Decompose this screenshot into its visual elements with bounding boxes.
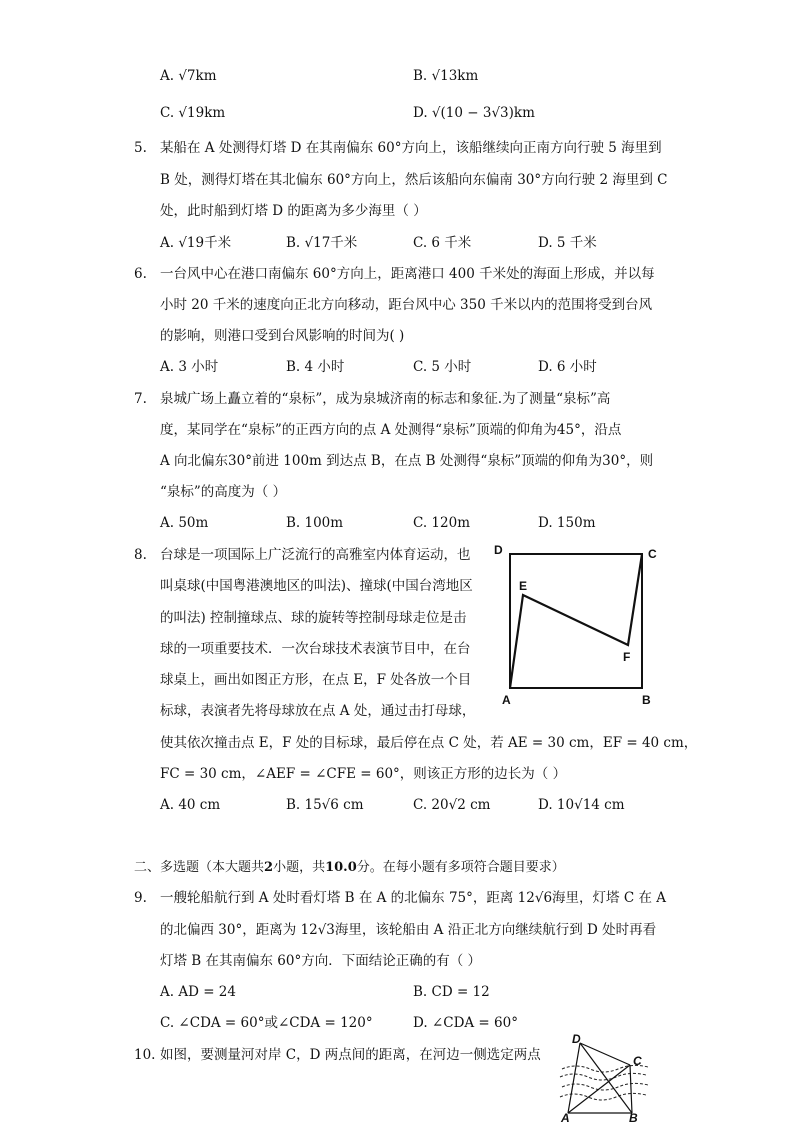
q5-option-a: A. √19千米: [160, 235, 232, 251]
q4-option-b: B. √13km: [413, 68, 479, 84]
q9-line-1: 一艘轮船航行到 A 处时看灯塔 B 在 A 的北偏东 75°，距离 12√6海里，灯塔 C 在 A: [160, 890, 666, 906]
ball-path-a-e-f-c: [510, 554, 642, 688]
q4-option-a: A. √7km: [160, 68, 217, 84]
label-d: D: [494, 543, 503, 557]
q8-option-c: C. 20√2 cm: [413, 797, 491, 813]
q7-number: 7.: [134, 391, 147, 407]
q9-option-b: B. CD = 12: [413, 984, 490, 1000]
label-d: D: [572, 1033, 581, 1046]
q8-option-b: B. 15√6 cm: [286, 797, 364, 813]
section-2-mid: 小题，共: [273, 860, 326, 875]
q8-line-7: 使其依次撞击点 E，F 处的目标球，最后停在点 C 处，若 AE = 30 cm，EF = 40 cm，: [160, 735, 698, 751]
q4-option-c: C. √19km: [160, 105, 226, 121]
label-c: C: [633, 1054, 642, 1068]
q6-number: 6.: [134, 266, 147, 282]
q5-option-b: B. √17千米: [286, 235, 358, 251]
q9-line-2: 的北偏西 30°，距离为 12√3海里，该轮船由 A 沿正北方向继续航行到 D 处时再看: [160, 922, 657, 938]
q5-option-d: D. 5 千米: [538, 235, 597, 251]
label-a: A: [502, 693, 511, 707]
q7-line-1: 泉城广场上矗立着的“泉标”，成为泉城济南的标志和象征.为了测量“泉标”高: [160, 391, 611, 407]
q6-option-a: A. 3 小时: [160, 359, 219, 375]
q7-line-4: “泉标”的高度为（ ）: [160, 484, 287, 500]
section-2-count: 2: [264, 860, 274, 875]
q9-option-c: C. ∠CDA = 60°或∠CDA = 120°: [160, 1015, 373, 1031]
q8-line-1: 台球是一项国际上广泛流行的高雅室内体育运动，也: [160, 547, 471, 563]
segment-ac: [568, 1065, 630, 1113]
q9-number: 9.: [134, 890, 147, 906]
section-2-suffix: 分。在每小题有多项符合题目要求）: [356, 860, 565, 875]
q7-option-d: D. 150m: [538, 515, 596, 531]
label-b: B: [629, 1111, 638, 1122]
q10-river-figure: [556, 1033, 652, 1122]
label-b: B: [642, 693, 651, 707]
river-bank-line: [560, 1093, 646, 1100]
segment-bd: [580, 1043, 632, 1113]
q7-option-a: A. 50m: [160, 515, 209, 531]
q6-option-c: C. 5 小时: [413, 359, 472, 375]
label-a: A: [561, 1111, 570, 1122]
q9-option-a: A. AD = 24: [160, 984, 236, 1000]
label-f: F: [623, 650, 631, 664]
q5-line-3: 处，此时船到灯塔 D 的距离为多少海里（ ）: [160, 203, 427, 219]
segment-bc: [630, 1065, 632, 1113]
q8-line-6: 标球，表演者先将母球放在点 A 处，通过击打母球，: [160, 703, 476, 719]
q7-option-c: C. 120m: [413, 515, 470, 531]
q5-number: 5.: [134, 140, 147, 156]
q9-option-d: D. ∠CDA = 60°: [413, 1015, 518, 1031]
q8-line-8: FC = 30 cm，∠AEF = ∠CFE = 60°，则该正方形的边长为（ ）: [160, 766, 567, 782]
q6-option-d: D. 6 小时: [538, 359, 597, 375]
q9-line-3: 灯塔 B 在其南偏东 60°方向．下面结论正确的有（ ）: [160, 953, 482, 969]
q8-line-2: 叫桌球(中国粤港澳地区的叫法)、撞球(中国台湾地区: [160, 578, 473, 594]
section-2-heading: [134, 858, 565, 878]
q4-option-d: D. √(10 − 3√3)km: [413, 105, 535, 121]
q10-line-1: 如图，要测量河对岸 C，D 两点间的距离，在河边一侧选定两点: [160, 1047, 541, 1063]
section-2-score: 10.0: [325, 860, 357, 875]
label-c: C: [648, 547, 657, 561]
q6-line-3: 的影响，则港口受到台风影响的时间为( ): [160, 328, 405, 344]
segment-ad: [568, 1043, 580, 1113]
q8-number: 8.: [134, 547, 147, 563]
q7-option-b: B. 100m: [286, 515, 344, 531]
q8-option-a: A. 40 cm: [160, 797, 221, 813]
q6-line-2: 小时 20 千米的速度向正北方向移动，距台风中心 350 千米以内的范围将受到台风: [160, 297, 653, 313]
q8-line-3: 的叫法) 控制撞球点、球的旋转等控制母球走位是击: [160, 610, 467, 626]
q8-line-4: 球的一项重要技术．一次台球技术表演节目中，在台: [160, 641, 471, 657]
label-e: E: [519, 579, 528, 593]
q7-line-3: A 向北偏东30°前进 100m 到达点 B，在点 B 处测得“泉标”顶端的仰角为30°，则: [160, 453, 654, 469]
q5-line-1: 某船在 A 处测得灯塔 D 在其南偏东 60°方向上，该船继续向正南方向行驶 5 海里到: [160, 140, 662, 156]
q8-option-d: D. 10√14 cm: [538, 797, 625, 813]
q8-square-figure: [492, 540, 670, 712]
q7-line-2: 度，某同学在“泉标”的正西方向的点 A 处测得“泉标”顶端的仰角为45°，沿点: [160, 422, 622, 438]
q10-number: 10.: [134, 1047, 156, 1063]
q6-option-b: B. 4 小时: [286, 359, 345, 375]
q6-line-1: 一台风中心在港口南偏东 60°方向上，距离港口 400 千米处的海面上形成，并以每: [160, 266, 655, 282]
section-2-prefix: 二、多选题（本大题共: [134, 860, 265, 875]
q5-option-c: C. 6 千米: [413, 235, 472, 251]
q8-line-5: 球桌上，画出如图正方形，在点 E，F 处各放一个目: [160, 672, 472, 688]
q5-line-2: B 处，测得灯塔在其北偏东 60°方向上，然后该船向东偏南 30°方向行驶 2 海里到 C: [160, 172, 668, 188]
